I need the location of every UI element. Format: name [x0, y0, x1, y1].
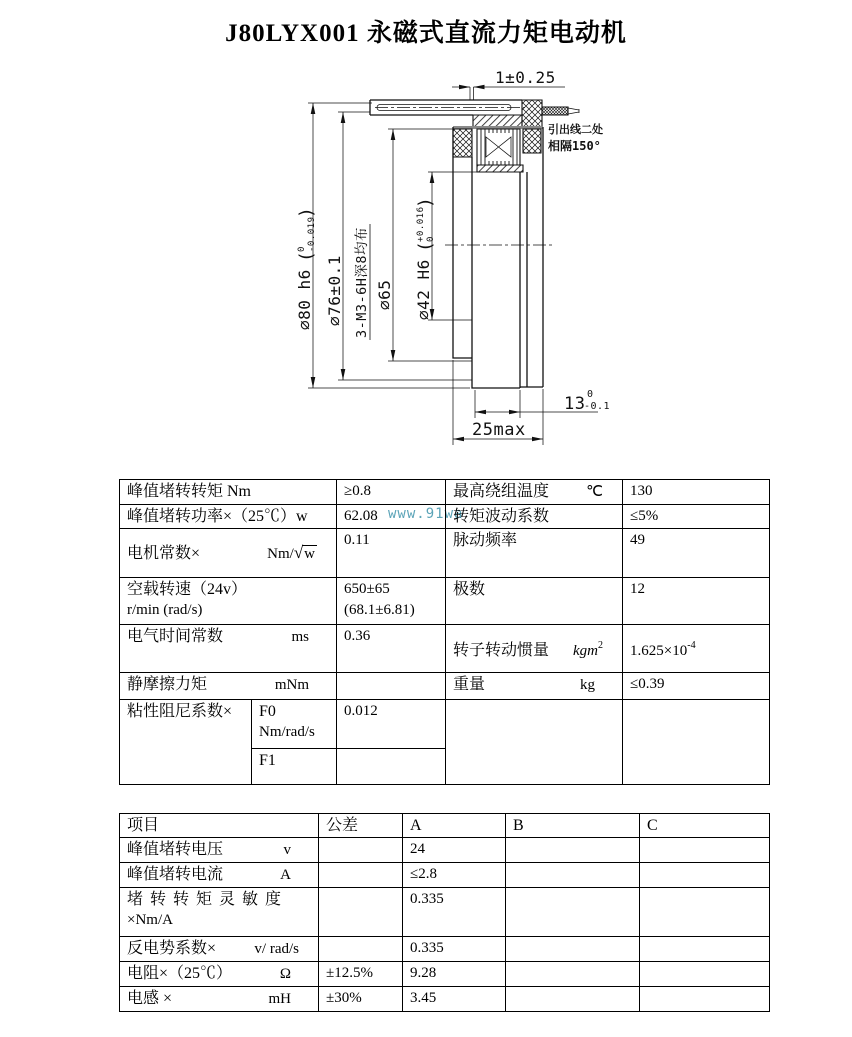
table-row — [120, 700, 770, 749]
watermark: www.91wa — [388, 506, 464, 522]
tolerance-value: ±30% — [319, 987, 403, 1012]
crosshatch-block-left — [453, 129, 472, 157]
motor-section-drawing — [280, 58, 620, 458]
param-value: ≤5% — [623, 505, 770, 529]
param-value: ≤0.39 — [623, 673, 770, 700]
crosshatch-block-right-top — [522, 100, 542, 127]
table-row — [120, 505, 770, 529]
svg-text:): ) — [415, 196, 436, 208]
svg-text:+0.016: +0.016 — [416, 206, 426, 242]
param-value: ≥0.8 — [337, 480, 446, 505]
value-a: 0.335 — [403, 937, 506, 962]
svg-text:3-M3-6H深8均布: 3-M3-6H深8均布 — [354, 226, 370, 338]
svg-text:25max: 25max — [472, 420, 526, 440]
param-value: $1.625\times 10^{-4}$ — [623, 625, 770, 673]
svg-text:(: ( — [296, 250, 317, 262]
empty-cell — [640, 962, 770, 987]
empty-cell — [640, 888, 770, 937]
column-header-item: 项目 — [120, 814, 319, 838]
tolerance-value — [319, 863, 403, 888]
svg-text:∅65: ∅65 — [375, 279, 394, 310]
param-value: 62.08 — [337, 505, 446, 529]
crosshatch-block-right — [523, 129, 541, 153]
empty-cell — [446, 700, 623, 785]
param-label: 极数 — [446, 578, 623, 625]
table-row — [120, 578, 770, 625]
table-row — [120, 529, 770, 578]
param-value: 0.012 — [337, 700, 446, 749]
param-label: 转矩波动系数 — [446, 505, 623, 529]
param-label: 静摩擦力矩 mNm — [120, 673, 337, 700]
lead-note-line1: 引出线二处 — [548, 124, 603, 136]
value-a: ≤2.8 — [403, 863, 506, 888]
svg-text:-0.1: -0.1 — [584, 401, 611, 412]
svg-text:(: ( — [415, 240, 436, 252]
svg-text:0: 0 — [426, 236, 436, 242]
hatch-block-top — [473, 115, 522, 127]
empty-cell — [337, 749, 446, 785]
table-row — [120, 838, 770, 863]
param-label: 电感 × mH — [120, 987, 319, 1012]
param-label: 峰值堵转转矩 Nm — [120, 480, 337, 505]
dim-hub-length — [475, 389, 610, 418]
svg-text:1±0.25: 1±0.25 — [495, 68, 556, 87]
svg-text:∅76±0.1: ∅76±0.1 — [325, 255, 344, 326]
param-label: 转子转动惯量 kgm$^2$ — [446, 625, 623, 673]
empty-cell — [623, 700, 770, 785]
param-label: 反电势系数× v/ rad/s — [120, 937, 319, 962]
param-label: 峰值堵转电流 A — [120, 863, 319, 888]
table-row — [120, 673, 770, 700]
param-sublabel: F0 Nm/rad/s — [252, 700, 337, 749]
param-label: 重量 kg — [446, 673, 623, 700]
param-label: 电阻×（25℃） Ω — [120, 962, 319, 987]
coil-winding — [477, 129, 520, 165]
empty-cell — [506, 863, 640, 888]
column-header-b: B — [506, 814, 640, 838]
screw-spec-label — [354, 224, 370, 340]
empty-cell — [640, 863, 770, 888]
tolerance-value — [319, 888, 403, 937]
lead-wire — [542, 107, 579, 115]
value-a: 0.335 — [403, 888, 506, 937]
param-value: 49 — [623, 529, 770, 578]
empty-cell — [640, 838, 770, 863]
table-row — [120, 625, 770, 673]
empty-cell — [506, 987, 640, 1012]
dim-dia76-label — [325, 255, 344, 326]
param-label: 电气时间常数 ms — [120, 625, 337, 673]
param-value: 130 — [623, 480, 770, 505]
param-label: 空载转速（24v） r/min (rad/s) — [120, 578, 337, 625]
tolerance-value — [319, 937, 403, 962]
param-value: 0.36 — [337, 625, 446, 673]
param-value: 0.11 — [337, 529, 446, 578]
table-row — [120, 937, 770, 962]
tolerance-value — [319, 838, 403, 863]
empty-cell — [506, 888, 640, 937]
dim-overall-length — [453, 360, 543, 445]
param-label: 最高绕组温度 ℃ — [446, 480, 623, 505]
spec-table-primary — [119, 479, 770, 785]
svg-text:∅80 h6: ∅80 h6 — [295, 269, 314, 330]
svg-text:): ) — [296, 206, 317, 218]
param-value — [337, 673, 446, 700]
dim-dia42-label — [414, 197, 436, 320]
column-header-a: A — [403, 814, 506, 838]
value-a: 24 — [403, 838, 506, 863]
empty-cell — [640, 987, 770, 1012]
spec-table-tolerance — [119, 813, 770, 1012]
dim-dia65-label — [375, 280, 394, 310]
empty-cell — [506, 838, 640, 863]
column-header-c: C — [640, 814, 770, 838]
table-row — [120, 480, 770, 505]
tolerance-value: ±12.5% — [319, 962, 403, 987]
page-title: J80LYX001 永磁式直流力矩电动机 — [225, 20, 627, 47]
table-header-row — [120, 814, 770, 838]
hatch-band-bottom — [477, 165, 523, 172]
dim-lead-offset — [452, 68, 565, 100]
param-label: 脉动频率 — [446, 529, 623, 578]
param-label: 峰值堵转功率×（25℃）w — [120, 505, 337, 529]
svg-text:0: 0 — [297, 246, 307, 252]
lead-note-line2: 相隔150° — [548, 139, 601, 153]
dim-dia80-label — [295, 207, 317, 330]
value-a: 9.28 — [403, 962, 506, 987]
param-value: 12 — [623, 578, 770, 625]
svg-text:∅42 H6: ∅42 H6 — [414, 259, 433, 320]
param-label: 峰值堵转电压 v — [120, 838, 319, 863]
svg-text:-0.019: -0.019 — [307, 216, 317, 252]
param-label: 堵转转矩灵敏度 ×Nm/A — [120, 888, 319, 937]
value-a: 3.45 — [403, 987, 506, 1012]
empty-cell — [506, 937, 640, 962]
column-header-tolerance: 公差 — [319, 814, 403, 838]
extension-lines — [308, 103, 477, 388]
param-label: 粘性阻尼系数× — [120, 700, 252, 785]
param-label: 电机常数× Nm/√w — [120, 529, 337, 578]
table-row — [120, 987, 770, 1012]
empty-cell — [640, 937, 770, 962]
table-row — [120, 888, 770, 937]
param-sublabel: F1 — [252, 749, 337, 785]
flange-plate — [370, 100, 525, 115]
table-row — [120, 863, 770, 888]
svg-text:0: 0 — [587, 389, 594, 400]
empty-cell — [506, 962, 640, 987]
svg-text:13: 13 — [564, 394, 586, 414]
param-value: 650±65 (68.1±6.81) — [337, 578, 446, 625]
table-row — [120, 962, 770, 987]
